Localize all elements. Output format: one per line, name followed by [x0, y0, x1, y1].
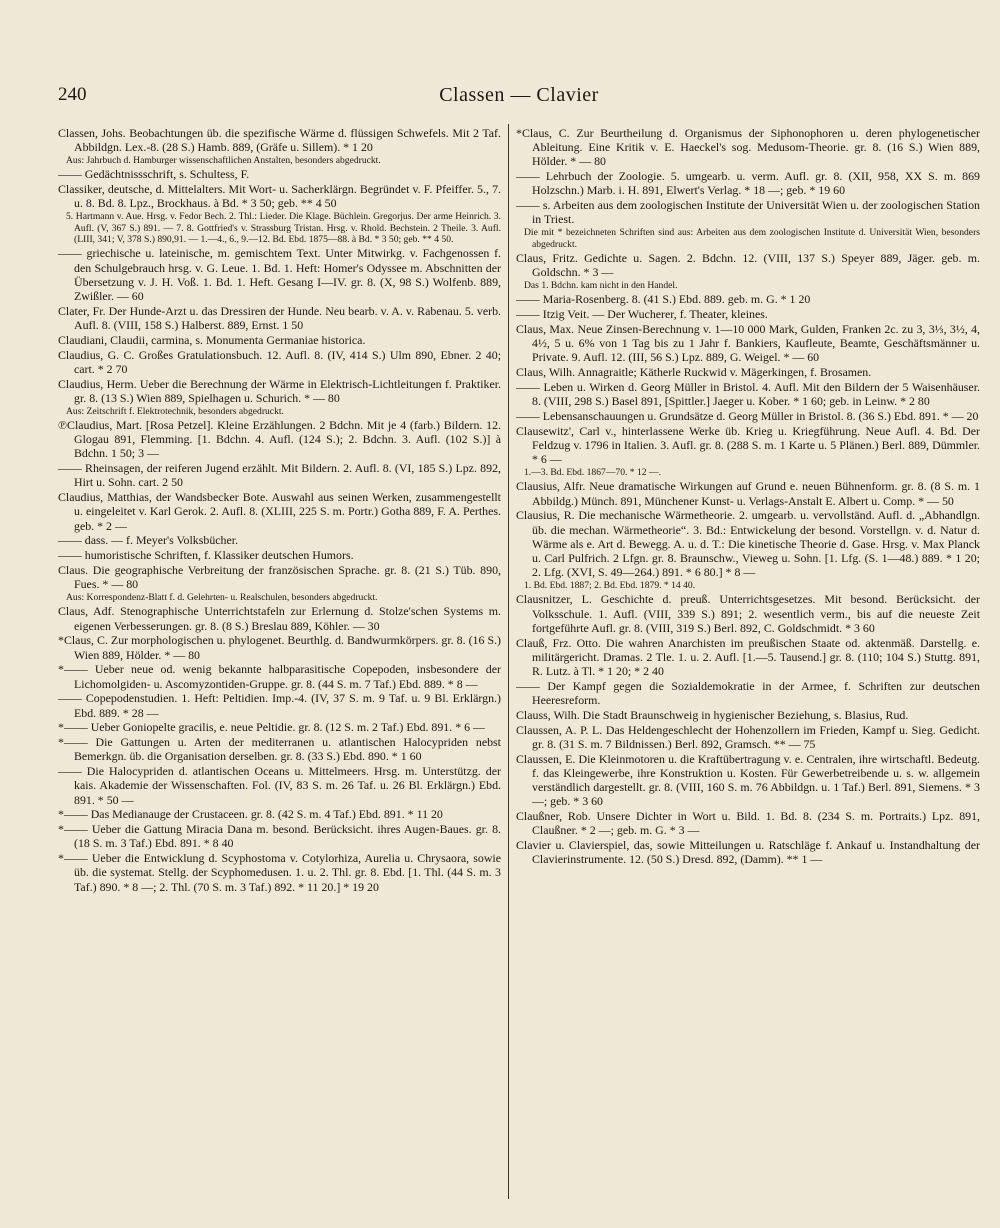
bibliography-entry: Claussen, E. Die Kleinmotoren u. die Kraftübertragung v. e. Centralen, ihre wirtschaftl. Bedeutg. f. das Kleingewerbe, ihre Konstruktion u. Kosten. Für Gewerbetreibende u. s. w. allgemein verständlich dargestellt. gr. 8. (VIII, 160 S. m. 76 Abbildgn. u. 1 Taf.) Berl. 891, Siemens. * 3 —; geb. * 3 60: [516, 751, 980, 809]
bibliography-entry: —— Gedächtnissschrift, s. Schultess, F.: [58, 167, 250, 182]
bibliography-entry: Claußner, Rob. Unsere Dichter in Wort u. Bild. 1. Bd. 8. (234 S. m. Portraits.) Lpz. 891, Claußner. * 2 —; geb. m. G. * 3 —: [516, 809, 980, 838]
bibliography-entry: Claudius, G. C. Großes Gratulationsbuch. 12. Aufl. 8. (IV, 414 S.) Ulm 890, Ebner. 2 40; cart. * 2 70: [58, 347, 501, 376]
bibliography-entry: —— griechische u. lateinische, m. gemischtem Text. Unter Mitwirkg. v. Fachgenossen f. den Schulgebrauch hrsg. v. G. Leue. 1. Bd. 1. Heft: Homer's Odyssee m. Abschnitten der Übersetzung v. J. H. Voß. 1. Bd. 1. Heft. Gesang I—IV. gr. 8. (X, 98 S.) Wolfenb. 889, Zwißler. — 60: [58, 246, 501, 304]
bibliography-entry: —— Copepodenstudien. 1. Heft: Peltidien. Imp.-4. (IV, 37 S. m. 9 Taf. u. 9 Bl. Erklärgn.) Ebd. 889. * 28 —: [58, 691, 501, 720]
bibliography-entry: —— s. Arbeiten aus dem zoologischen Institute der Universität Wien u. der zoologischen Station in Triest.: [516, 198, 980, 227]
bibliography-entry: Classen, Johs. Beobachtungen üb. die spezifische Wärme d. flüssigen Schwefels. Mit 2 Taf. Abbildgn. Lex.-8. (28 S.) Hamb. 889, (Gräfe u. Sillem). * 1 20: [58, 126, 501, 155]
bibliography-entry: Clausnitzer, L. Geschichte d. preuß. Unterrichtsgesetzes. Mit besond. Berücksicht. der Volksschule. 1. Aufl. (VIII, 339 S.) 891; 2. wesentlich verm., bis auf die neueste Zeit fortgeführte Aufl. gr. 8. (VIII, 319 S.) Berl. 892, C. Goldschmidt. * 3 60: [516, 592, 980, 635]
bibliography-entry: Claus. Die geographische Verbreitung der französischen Sprache. gr. 8. (21 S.) Tüb. 890, Fues. * — 80: [58, 563, 501, 592]
bibliography-entry: Clauß, Frz. Otto. Die wahren Anarchisten im preußischen Staate od. aktenmäß. Darstellg. e. militärgericht. Dramas. 2 Tle. 1. u. 2. Aufl. [1.—5. Tausend.] gr. 8. (110; 104 S.) Stuttg. 891, R. Lutz. à Tl. * 1 20; * 2 40: [516, 635, 980, 679]
bibliography-entry: Claus, Adf. Stenographische Unterrichtstafeln zur Erlernung d. Stolze'schen Systems m. eigenen Verbesserungen. gr. 8. (8 S.) Breslau 889, Köhler. — 30: [58, 604, 501, 633]
bibliography-entry: —— Der Kampf gegen die Sozialdemokratie in der Armee, f. Schriften zur deutschen Heeresreform.: [516, 678, 980, 708]
entry-note: Aus: Jahrbuch d. Hamburger wissenschaftlichen Anstalten, besonders abgedruckt.: [66, 155, 381, 166]
entry-note: 1. Bd. Ebd. 1887; 2. Bd. Ebd. 1879. * 14 40.: [524, 580, 696, 592]
bibliography-entry: *Claus, C. Zur morphologischen u. phylogenet. Beurthlg. d. Bandwurmkörpers. gr. 8. (16 S.) Wien 889, Hölder. * — 80: [58, 633, 501, 662]
bibliography-entry: —— Die Halocypriden d. atlantischen Oceans u. Mittelmeers. Hrsg. m. Unterstützg. der kais. Akademie der Wissenschaften. Fol. (IV, 83 S. m. 26 Taf. u. 26 Bl. Erklärgn.) Ebd. 891. * 50 —: [58, 764, 501, 807]
bibliography-entry: Claudiani, Claudii, carmina, s. Monumenta Germaniae historica.: [58, 332, 366, 347]
entry-note: 1.—3. Bd. Ebd. 1867—70. * 12 —.: [524, 467, 661, 479]
bibliography-entry: Clausius, Alfr. Neue dramatische Wirkungen auf Grund e. neuen Bühnenform. gr. 8. (8 S. m. 1 Abbildg.) Münch. 891, Münchener Kunst- u. Verlags-Anstalt E. Albert u. Comp. * — 50: [516, 479, 980, 508]
column-divider: [508, 124, 509, 1199]
bibliography-entry: Claudius, Matthias, der Wandsbecker Bote. Auswahl aus seinen Werken, zusammengestellt u. eingeleitet v. Karl Gerok. 2. Aufl. 8. (XLIII, 225 S. m. Portr.) Gotha 889, F. A. Perthes. geb. * 2 —: [58, 490, 501, 533]
bibliography-entry: Clauss, Wilh. Die Stadt Braunschweig in hygienischer Beziehung, s. Blasius, Rud.: [516, 707, 909, 722]
bibliography-entry: Clavier u. Clavierspiel, das, sowie Mitteilungen u. Ratschläge f. Ankauf u. Instandhaltung der Clavierinstrumente. 12. (50 S.) Dresd. 892, (Damm). ** 1 —: [516, 838, 980, 867]
right-column: [516, 126, 980, 1206]
bibliography-entry: Claus, Fritz. Gedichte u. Sagen. 2. Bdchn. 12. (VIII, 137 S.) Speyer 889, Jäger. geb. m. Goldschn. * 3 —: [516, 251, 980, 280]
bibliography-entry: —— Leben u. Wirken d. Georg Müller in Bristol. 4. Aufl. Mit den Bildern der 5 Waisenhäuser. 8. (VIII, 298 S.) Basel 891, [Spittler.] Jaeger u. Kober. * 1 60; geb. in Leinw. * 2 80: [516, 380, 980, 409]
bibliography-entry: Classiker, deutsche, d. Mittelalters. Mit Wort- u. Sacherklärgn. Begründet v. F. Pfeiffer. 5., 7. u. 8. Bd. 8. Lpz., Brockhaus. à Bd. * 3 50; geb. ** 4 50: [58, 182, 501, 211]
bibliography-entry: *—— Ueber die Gattung Miracia Dana m. besond. Berücksicht. ihres Augen-Baues. gr. 8. (18 S. m. 3 Taf.) Ebd. 891. * 8 40: [58, 822, 501, 851]
page-number: 240: [58, 84, 87, 105]
bibliography-entry: *—— Ueber die Entwicklung d. Scyphostoma v. Cotylorhiza, Aurelia u. Chrysaora, sowie üb. die systemat. Stellg. der Scyphomedusen. 1. u. 2. Thl. gr. 8. Ebd. [1. Thl. (44 S. m. 3 Taf.) 890. * 8 —; 2. Thl. (70 S. m. 3 Taf.) 892. * 11 20.] * 19 20: [58, 851, 501, 894]
entry-note: Die mit * bezeichneten Schriften sind aus: Arbeiten aus dem zoologischen Institute d. Universität Wien, besonders abgedruckt.: [524, 227, 980, 250]
bibliography-entry: *—— Ueber neue od. wenig bekannte halbparasitische Copepoden, insbesondere der Lichomolgiden- u. Ascomyzontiden-Gruppe. gr. 8. (44 S. m. 7 Taf.) Ebd. 889. * 8 —: [58, 662, 501, 691]
bibliography-entry: —— Lebensanschauungen u. Grundsätze d. Georg Müller in Bristol. 8. (36 S.) Ebd. 891. * — 20: [516, 409, 979, 424]
bibliography-entry: Claus, Max. Neue Zinsen-Berechnung v. 1—10 000 Mark, Gulden, Franken 2c. zu 3, 3⅓, 3½, 4, 4½, 5 u. 6% von 1 Tag bis zu 1 Jahr f. Bankiers, Kaufleute, Beamte, Geschäftsmänner u. Private. 9. Aufl. 12. (III, 56 S.) Lpz. 889, G. Weigel. * — 60: [516, 322, 980, 365]
bibliography-entry: *—— Das Medianauge der Crustaceen. gr. 8. (42 S. m. 4 Taf.) Ebd. 891. * 11 20: [58, 807, 443, 822]
bibliography-entry: Clausius, R. Die mechanische Wärmetheorie. 2. umgearb. u. vervollständ. Aufl. d. „Abhandlgn. üb. die mechan. Wärmetheorie“. 3. Bd.: Entwickelung der besond. Vorstellgn. v. d. Natur d. Wärme als e. Art d. Bewegg. A. u. d. T.: Die kinetische Theorie d. Gase. Hrsg. v. Max Planck u. Carl Pulfrich. 2 Lfgn. gr. 8. Braunschw., Vieweg u. Sohn. [1. Lfg. (S. 1—48.) 889. * 1 20; 2. Lfg. (XVI, S. 49—264.) 891. * 6 80.] * 8 —: [516, 508, 980, 580]
bibliography-entry: Claus, Wilh. Annagraitle; Kätherle Ruckwid v. Mägerkingen, f. Brosamen.: [516, 365, 872, 380]
bibliography-entry: —— humoristische Schriften, f. Klassiker deutschen Humors.: [58, 548, 354, 563]
entry-note: 5. Hartmann v. Aue. Hrsg. v. Fedor Bech. 2. Thl.: Lieder. Die Klage. Büchlein. Gregorjus. Der arme Heinrich. 3. Aufl. (V, 367 S.) 891. — 7. 8. Gottfried's v. Strassburg Tristan. Hrsg. v. Rhold. Bechstein. 2 Theile. 3. Aufl. (LIII, 341; V, 378 S.) 890,91. — 1.—4., 6., 9.—12. Bd. Ebd. 1875—88. à Bd. * 3 50; geb. ** 4 50.: [66, 211, 501, 246]
bibliography-entry: Clater, Fr. Der Hunde-Arzt u. das Dressiren der Hunde. Neu bearb. v. A. v. Rabenau. 5. verb. Aufl. 8. (VIII, 158 S.) Halberst. 889, Ernst. 1 50: [58, 303, 501, 333]
page-header: [58, 84, 980, 118]
bibliography-entry: —— Itzig Veit. — Der Wucherer, f. Theater, kleines.: [516, 307, 768, 322]
bibliography-entry: —— Maria-Rosenberg. 8. (41 S.) Ebd. 889. geb. m. G. * 1 20: [516, 292, 811, 307]
bibliography-entry: —— Rheinsagen, der reiferen Jugend erzählt. Mit Bildern. 2. Aufl. 8. (VI, 185 S.) Lpz. 892, Hirt u. Sohn. cart. 2 50: [58, 461, 501, 490]
bibliography-entry: *—— Ueber Goniopelte gracilis, e. neue Peltidie. gr. 8. (12 S. m. 2 Taf.) Ebd. 891. * 6 —: [58, 720, 485, 735]
bibliography-entry: Claudius, Herm. Ueber die Berechnung der Wärme in Elektrisch-Lichtleitungen f. Praktiker. gr. 8. (13 S.) Wien 889, Spielhagen u. Schurich. * — 80: [58, 376, 501, 405]
entry-note: Aus: Korrespondenz-Blatt f. d. Gelehrten- u. Realschulen, besonders abgedruckt.: [66, 592, 378, 604]
bibliography-entry: *—— Die Gattungen u. Arten der mediterranen u. atlantischen Halocypriden nebst Bemerkgn. üb. die Organisation derselben. gr. 8. (33 S.) Ebd. 890. * 1 60: [58, 735, 501, 764]
bibliography-entry: —— Lehrbuch der Zoologie. 5. umgearb. u. verm. Aufl. gr. 8. (XII, 958, XX S. m. 869 Holzschn.) Marb. i. H. 891, Elwert's Verlag. * 18 —; geb. * 19 60: [516, 169, 980, 198]
left-column: [58, 126, 501, 1206]
bibliography-entry: Clausewitz', Carl v., hinterlassene Werke üb. Krieg u. Kriegführung. Neue Aufl. 4. Bd. Der Feldzug v. 1796 in Italien. 3. Aufl. gr. 8. (288 S. m. 1 Karte u. 5 Plänen.) Berl. 889, Dümmler. * 6 —: [516, 423, 980, 467]
entry-note: Aus: Zeitschrift f. Elektrotechnik, besonders abgedruckt.: [66, 405, 284, 417]
bibliography-entry: ℗Claudius, Mart. [Rosa Petzel]. Kleine Erzählungen. 2 Bdchn. Mit je 4 (farb.) Bildern. 12. Glogau 891, Flemming. [1. Bdchn. 4. Aufl. (124 S.); 2. Bdchn. 3. Aufl. (102 S.)] à Bdchn. 1 50; 3 —: [58, 418, 501, 461]
bibliography-entry: *Claus, C. Zur Beurtheilung d. Organismus der Siphonophoren u. deren phylogenetischer Ableitung. Eine Kritik v. E. Haeckel's sog. Medusom-Theorie. gr. 8. (16 S.) Wien 889, Hölder. * — 80: [516, 126, 980, 169]
entry-note: Das 1. Bdchn. kam nicht in den Handel.: [524, 280, 678, 292]
running-title: Classen — Clavier: [439, 84, 599, 106]
bibliography-entry: —— dass. — f. Meyer's Volksbücher.: [58, 533, 239, 548]
bibliography-entry: Claussen, A. P. L. Das Heldengeschlecht der Hohenzollern im Frieden, Kampf u. Sieg. Gedicht. gr. 8. (31 S. m. 7 Bildnissen.) Berl. 892, Gramsch. ** — 75: [516, 722, 980, 751]
